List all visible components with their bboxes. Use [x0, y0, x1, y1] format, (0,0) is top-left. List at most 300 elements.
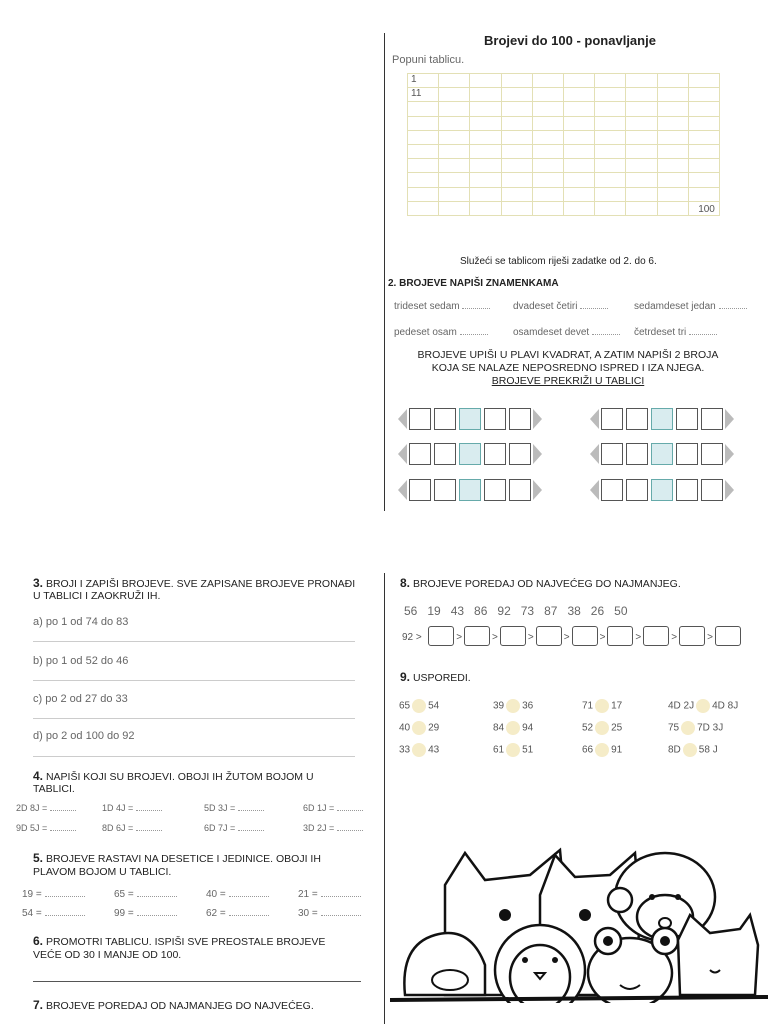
table-cell[interactable]	[470, 88, 501, 102]
table-cell[interactable]	[501, 187, 532, 201]
compare-right: 4D 8J	[712, 700, 739, 712]
table-cell[interactable]	[657, 159, 688, 173]
table-cell[interactable]	[563, 173, 594, 187]
comparison-item	[668, 699, 738, 713]
compare-left: 39	[493, 700, 505, 712]
task5-item	[22, 889, 85, 900]
blue-square-input[interactable]	[459, 408, 481, 430]
table-cell[interactable]	[408, 187, 439, 201]
table-cell[interactable]	[408, 102, 439, 116]
task4-item	[16, 823, 76, 833]
comparison-item	[582, 743, 622, 757]
task8-text: BROJEVE POREDAJ OD NAJVEĆEG DO NAJMANJEG.	[412, 578, 681, 590]
task2-title: 2. BROJEVE NAPIŠI ZNAMENKAMA	[388, 278, 559, 289]
table-cell[interactable]: 100	[688, 201, 719, 215]
task4-item-label: 6D 1J =	[303, 803, 335, 813]
task6-header	[33, 935, 343, 962]
table-cell[interactable]	[563, 159, 594, 173]
table-cell[interactable]	[595, 173, 626, 187]
table-cell[interactable]	[408, 130, 439, 144]
task5-item	[22, 908, 85, 919]
table-cell[interactable]: 1	[408, 74, 439, 88]
compare-left: 71	[582, 700, 594, 712]
task7-text: BROJEVE POREDAJ OD NAJMANJEG DO NAJVEĆEG.	[45, 1000, 314, 1012]
square-input[interactable]	[409, 443, 431, 465]
task4-answer[interactable]	[238, 830, 264, 831]
square-input[interactable]	[626, 479, 648, 501]
table-cell[interactable]	[626, 159, 657, 173]
arrow-right-icon	[533, 480, 542, 500]
cow-icon	[404, 933, 485, 995]
table-cell[interactable]	[688, 159, 719, 173]
table-cell[interactable]	[626, 187, 657, 201]
task8-start: 92 >	[402, 632, 422, 644]
table-cell[interactable]	[501, 201, 532, 215]
table-cell[interactable]	[595, 116, 626, 130]
table-cell[interactable]	[595, 201, 626, 215]
blue-square-input[interactable]	[651, 443, 673, 465]
task5-answer[interactable]	[137, 896, 177, 897]
square-input[interactable]	[676, 479, 698, 501]
square-input[interactable]	[484, 479, 506, 501]
compare-right: 7D 3J	[697, 722, 724, 734]
task5-item-label: 21 =	[298, 889, 318, 900]
word-1: trideset sedam	[394, 301, 490, 312]
table-cell[interactable]	[657, 173, 688, 187]
blue-square-input[interactable]	[459, 443, 481, 465]
table-cell[interactable]	[470, 144, 501, 158]
task3-item-a: a) po 1 od 74 do 83	[33, 616, 129, 628]
table-cell[interactable]	[439, 116, 470, 130]
arrow-left-icon	[398, 480, 407, 500]
table-cell[interactable]	[657, 74, 688, 88]
task8-box[interactable]	[428, 626, 454, 646]
task6-answer[interactable]	[33, 981, 361, 982]
table-cell[interactable]	[626, 144, 657, 158]
sequence-row	[398, 479, 542, 503]
task4-item-label: 9D 5J =	[16, 823, 48, 833]
compare-left: 8D	[668, 744, 681, 756]
task4-item	[102, 823, 162, 833]
compare-circle[interactable]	[506, 721, 520, 735]
task4-text: NAPIŠI KOJI SU BROJEVI. OBOJI IH ŽUTOM BOJOM U TABLICI.	[33, 771, 314, 795]
table-cell[interactable]	[532, 130, 563, 144]
compare-left: 52	[582, 722, 594, 734]
task4-item-label: 3D 2J =	[303, 823, 335, 833]
table-cell[interactable]	[501, 130, 532, 144]
number-table	[407, 73, 720, 216]
table-cell[interactable]	[501, 88, 532, 102]
greater-than-sign: >	[563, 632, 570, 644]
task4-item	[303, 803, 363, 813]
comparison-item	[399, 743, 439, 757]
task5-item-label: 40 =	[206, 889, 226, 900]
task4-item	[102, 803, 162, 813]
task4-answer[interactable]	[337, 830, 363, 831]
table-cell[interactable]	[595, 130, 626, 144]
task6-num: 6.	[33, 934, 44, 948]
table-cell[interactable]	[657, 130, 688, 144]
sequence-row	[590, 443, 734, 467]
compare-circle[interactable]	[412, 743, 426, 757]
word-4: pedeset osam	[394, 327, 488, 338]
compare-right: 58 J	[698, 744, 718, 756]
square-input[interactable]	[626, 408, 648, 430]
task5-answer[interactable]	[137, 915, 177, 916]
arrow-left-icon	[590, 444, 599, 464]
arrow-left-icon	[398, 409, 407, 429]
task5-item-label: 30 =	[298, 908, 318, 919]
task8-box[interactable]	[607, 626, 633, 646]
table-cell[interactable]	[657, 144, 688, 158]
task8-num: 8.	[400, 576, 411, 590]
compare-left: 66	[582, 744, 594, 756]
table-cell[interactable]	[688, 187, 719, 201]
blue-square-input[interactable]	[651, 479, 673, 501]
task3-header	[33, 577, 363, 602]
task5-item	[298, 889, 361, 900]
table-cell[interactable]	[532, 102, 563, 116]
page-title: Brojevi do 100 - ponavljanje	[484, 33, 656, 48]
task5-item-label: 19 =	[22, 889, 42, 900]
table-cell[interactable]	[470, 102, 501, 116]
table-cell[interactable]	[470, 159, 501, 173]
task5-item	[206, 889, 269, 900]
table-cell[interactable]	[439, 201, 470, 215]
table-cell[interactable]	[688, 144, 719, 158]
task5-answer[interactable]	[229, 896, 269, 897]
task5-text: BROJEVE RASTAVI NA DESETICE I JEDINICE. OBOJI IH PLAVOM BOJOM U TABLICI.	[33, 853, 321, 878]
task3-answer-c[interactable]	[33, 718, 355, 719]
table-cell[interactable]	[563, 116, 594, 130]
table-cell[interactable]	[470, 187, 501, 201]
arrow-left-icon	[398, 444, 407, 464]
table-cell[interactable]	[595, 159, 626, 173]
compare-right: 51	[522, 744, 534, 756]
comparison-item	[399, 721, 439, 735]
subtitle: Popuni tablicu.	[392, 54, 465, 66]
task3-answer-b[interactable]	[33, 680, 355, 681]
task2-instruction	[396, 349, 740, 388]
word-5: osamdeset devet	[513, 327, 620, 338]
compare-right: 43	[428, 744, 440, 756]
task4-num: 4.	[33, 769, 44, 783]
word-6: četrdeset tri	[634, 327, 717, 338]
task4-answer[interactable]	[136, 830, 162, 831]
task8-box[interactable]	[715, 626, 741, 646]
table-cell[interactable]	[563, 144, 594, 158]
compare-circle[interactable]	[595, 743, 609, 757]
comparison-item	[668, 743, 718, 757]
square-input[interactable]	[409, 479, 431, 501]
task5-item-label: 99 =	[114, 908, 134, 919]
task8-box[interactable]	[643, 626, 669, 646]
table-cell[interactable]	[657, 102, 688, 116]
table-cell[interactable]	[501, 173, 532, 187]
square-input[interactable]	[509, 408, 531, 430]
comparison-item	[399, 699, 439, 713]
divider-bottom	[384, 573, 385, 1024]
compare-circle[interactable]	[506, 699, 520, 713]
task7-header	[33, 998, 353, 1012]
task8-numbers: 56 19 43 86 92 73 87 38 26 50	[404, 604, 628, 618]
square-input[interactable]	[409, 408, 431, 430]
table-cell[interactable]	[657, 187, 688, 201]
compare-circle[interactable]	[412, 721, 426, 735]
table-cell[interactable]	[532, 88, 563, 102]
task4-answer[interactable]	[50, 830, 76, 831]
table-cell[interactable]: 11	[408, 88, 439, 102]
table-cell[interactable]	[626, 173, 657, 187]
table-cell[interactable]	[501, 74, 532, 88]
compare-circle[interactable]	[412, 699, 426, 713]
instruction-line-1: BROJEVE UPIŠI U PLAVI KVADRAT, A ZATIM NAPIŠI 2 BROJA	[417, 349, 719, 361]
task8-box[interactable]	[572, 626, 598, 646]
compare-left: 75	[668, 722, 680, 734]
task4-answer[interactable]	[238, 810, 264, 811]
table-cell[interactable]	[688, 130, 719, 144]
table-cell[interactable]	[688, 116, 719, 130]
task5-item-label: 62 =	[206, 908, 226, 919]
comparison-item	[493, 699, 533, 713]
square-input[interactable]	[676, 443, 698, 465]
task4-item	[204, 803, 264, 813]
square-input[interactable]	[484, 443, 506, 465]
arrow-right-icon	[533, 409, 542, 429]
comparison-item	[668, 721, 723, 735]
table-cell[interactable]	[408, 159, 439, 173]
table-cell[interactable]	[501, 102, 532, 116]
compare-right: 25	[611, 722, 623, 734]
task5-answer[interactable]	[321, 915, 361, 916]
task8-boxes	[402, 626, 743, 646]
table-cell[interactable]	[626, 201, 657, 215]
table-cell[interactable]	[532, 201, 563, 215]
task7-num: 7.	[33, 998, 44, 1012]
table-cell[interactable]	[595, 88, 626, 102]
task3-num: 3.	[33, 576, 44, 590]
square-input[interactable]	[601, 443, 623, 465]
task9-num: 9.	[400, 670, 411, 684]
task3-answer-d[interactable]	[33, 756, 355, 757]
table-cell[interactable]	[470, 201, 501, 215]
task5-item	[206, 908, 269, 919]
arrow-right-icon	[725, 444, 734, 464]
compare-left: 65	[399, 700, 411, 712]
table-cell[interactable]	[563, 201, 594, 215]
table-cell[interactable]	[501, 159, 532, 173]
table-cell[interactable]	[595, 187, 626, 201]
square-input[interactable]	[626, 443, 648, 465]
task8-box[interactable]	[536, 626, 562, 646]
table-cell[interactable]	[470, 173, 501, 187]
task5-item	[114, 889, 177, 900]
table-cell[interactable]	[532, 159, 563, 173]
table-cell[interactable]	[563, 102, 594, 116]
table-cell[interactable]	[532, 144, 563, 158]
table-cell[interactable]	[408, 201, 439, 215]
arrow-right-icon	[725, 409, 734, 429]
square-input[interactable]	[676, 408, 698, 430]
table-cell[interactable]	[439, 187, 470, 201]
table-cell[interactable]	[470, 130, 501, 144]
comparison-item	[493, 743, 533, 757]
task4-item-label: 2D 8J =	[16, 803, 48, 813]
sequence-row	[590, 479, 734, 503]
task4-answer[interactable]	[136, 810, 162, 811]
table-cell[interactable]	[532, 116, 563, 130]
square-input[interactable]	[434, 479, 456, 501]
table-cell[interactable]	[439, 102, 470, 116]
greater-than-sign: >	[599, 632, 606, 644]
word-3: sedamdeset jedan	[634, 301, 747, 312]
comparison-item	[582, 721, 622, 735]
table-cell[interactable]	[595, 102, 626, 116]
task5-item	[114, 908, 177, 919]
table-cell[interactable]	[657, 88, 688, 102]
table-cell[interactable]	[470, 116, 501, 130]
table-cell[interactable]	[657, 116, 688, 130]
task5-num: 5.	[33, 851, 44, 865]
square-input[interactable]	[701, 479, 723, 501]
task9-header	[400, 670, 471, 684]
arrow-right-icon	[533, 444, 542, 464]
square-input[interactable]	[509, 443, 531, 465]
greater-than-sign: >	[527, 632, 534, 644]
compare-right: 91	[611, 744, 623, 756]
table-cell[interactable]	[563, 88, 594, 102]
table-cell[interactable]	[657, 201, 688, 215]
sequence-row	[398, 443, 542, 467]
task5-header	[33, 852, 343, 879]
greater-than-sign: >	[456, 632, 463, 644]
greater-than-sign: >	[492, 632, 498, 644]
task3-answer-a[interactable]	[33, 641, 355, 642]
task5-answer[interactable]	[45, 915, 85, 916]
table-cell[interactable]	[408, 173, 439, 187]
square-input[interactable]	[601, 479, 623, 501]
sequence-row	[398, 408, 542, 432]
table-cell[interactable]	[532, 187, 563, 201]
compare-circle[interactable]	[681, 721, 695, 735]
table-cell[interactable]	[595, 74, 626, 88]
table-cell[interactable]	[595, 144, 626, 158]
task8-header	[400, 576, 681, 590]
compare-circle[interactable]	[683, 743, 697, 757]
compare-left: 84	[493, 722, 505, 734]
compare-circle[interactable]	[696, 699, 710, 713]
table-cell[interactable]	[408, 144, 439, 158]
compare-circle[interactable]	[595, 699, 609, 713]
table-cell[interactable]	[626, 116, 657, 130]
task8-box[interactable]	[464, 626, 490, 646]
table-cell[interactable]	[439, 173, 470, 187]
task5-answer[interactable]	[321, 896, 361, 897]
task4-item-label: 8D 6J =	[102, 823, 134, 833]
compare-left: 33	[399, 744, 411, 756]
task3-text: BROJI I ZAPIŠI BROJEVE. SVE ZAPISANE BROJEVE PRONAĐI U TABLICI I ZAOKRUŽI IH.	[33, 578, 356, 602]
square-input[interactable]	[701, 443, 723, 465]
task4-item-label: 5D 3J =	[204, 803, 236, 813]
table-cell[interactable]	[626, 74, 657, 88]
sequence-row	[590, 408, 734, 432]
task4-item	[303, 823, 363, 833]
square-input[interactable]	[701, 408, 723, 430]
blue-square-input[interactable]	[459, 479, 481, 501]
task4-item	[204, 823, 264, 833]
compare-left: 61	[493, 744, 505, 756]
table-cell[interactable]	[688, 74, 719, 88]
table-cell[interactable]	[532, 173, 563, 187]
table-cell[interactable]	[688, 88, 719, 102]
table-cell[interactable]	[563, 74, 594, 88]
table-cell[interactable]	[439, 88, 470, 102]
task4-answer[interactable]	[50, 810, 76, 811]
instruction-line-2: KOJA SE NALAZE NEPOSREDNO ISPRED I IZA NJEGA.	[431, 362, 705, 374]
divider-top	[384, 33, 385, 511]
table-cell[interactable]	[439, 159, 470, 173]
table-cell[interactable]	[439, 144, 470, 158]
task5-item	[298, 908, 361, 919]
table-cell[interactable]	[439, 130, 470, 144]
table-cell[interactable]	[626, 102, 657, 116]
greater-than-sign: >	[635, 632, 642, 644]
blue-square-input[interactable]	[651, 408, 673, 430]
task4-item	[16, 803, 76, 813]
square-input[interactable]	[484, 408, 506, 430]
task8-box[interactable]	[500, 626, 526, 646]
square-input[interactable]	[601, 408, 623, 430]
table-cell[interactable]	[408, 116, 439, 130]
arrow-left-icon	[590, 409, 599, 429]
table-cell[interactable]	[688, 173, 719, 187]
cartoon-animals-illustration	[390, 845, 768, 1003]
greater-than-sign: >	[707, 632, 713, 644]
task3-item-c: c) po 2 od 27 do 33	[33, 693, 128, 705]
arrow-left-icon	[590, 480, 599, 500]
task6-text: PROMOTRI TABLICU. ISPIŠI SVE PREOSTALE BROJEVE VEĆE OD 30 I MANJE OD 100.	[33, 936, 326, 961]
task8-box[interactable]	[679, 626, 705, 646]
table-cell[interactable]	[439, 74, 470, 88]
cat-icon	[678, 915, 758, 995]
compare-left: 4D 2J	[668, 700, 695, 712]
task5-answer[interactable]	[229, 915, 269, 916]
task4-answer[interactable]	[337, 810, 363, 811]
compare-circle[interactable]	[506, 743, 520, 757]
square-input[interactable]	[434, 443, 456, 465]
compare-right: 54	[428, 700, 440, 712]
compare-circle[interactable]	[595, 721, 609, 735]
task4-item-label: 6D 7J =	[204, 823, 236, 833]
table-cell[interactable]	[626, 130, 657, 144]
table-cell[interactable]	[626, 88, 657, 102]
table-cell[interactable]	[470, 74, 501, 88]
comparison-item	[582, 699, 622, 713]
task4-header	[33, 770, 343, 795]
table-cell[interactable]	[501, 144, 532, 158]
table-cell[interactable]	[563, 187, 594, 201]
table-cell[interactable]	[563, 130, 594, 144]
table-cell[interactable]	[532, 74, 563, 88]
square-input[interactable]	[509, 479, 531, 501]
table-cell[interactable]	[688, 102, 719, 116]
task5-answer[interactable]	[45, 896, 85, 897]
table-cell[interactable]	[501, 116, 532, 130]
greater-than-sign: >	[671, 632, 678, 644]
compare-right: 17	[611, 700, 623, 712]
square-input[interactable]	[434, 408, 456, 430]
task9-text: USPOREDI.	[412, 672, 471, 684]
